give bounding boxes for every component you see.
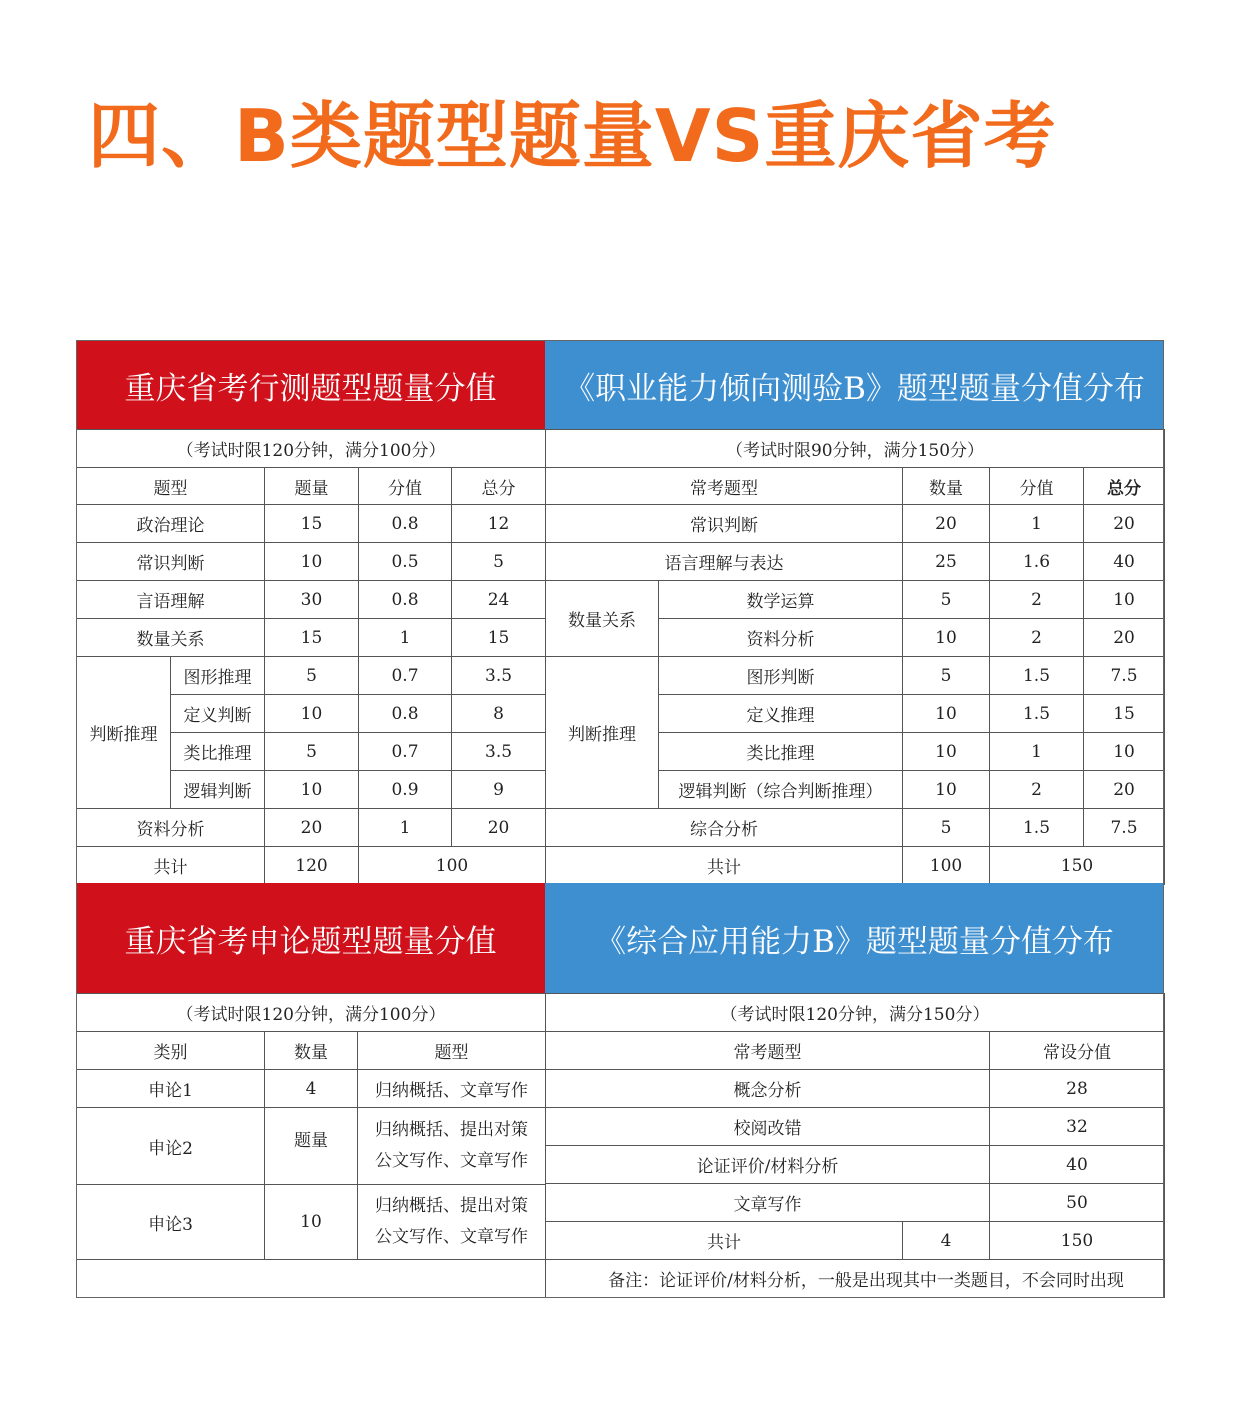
row-types [358, 1108, 546, 1185]
table-row [77, 657, 546, 695]
row-count: 15 [265, 505, 359, 543]
panel1-note: （考试时限120分钟，满分100分） [77, 430, 546, 468]
row-name: 语言理解与表达 [546, 543, 903, 581]
type-line: 归纳概括、提出对策 [375, 1120, 528, 1140]
panel4-table [545, 993, 1165, 1298]
row-score: 1 [359, 619, 452, 657]
row-score: 50 [990, 1184, 1165, 1222]
row-count: 10 [903, 695, 990, 733]
row-total: 20 [1084, 619, 1165, 657]
header-cell: 常考题型 [546, 1032, 990, 1070]
row-types: 归纳概括、文章写作 [358, 1070, 546, 1108]
row-count: 10 [265, 543, 359, 581]
row-name: 论证评价/材料分析 [546, 1146, 990, 1184]
row-score: 40 [990, 1146, 1165, 1184]
row-score: 0.7 [359, 733, 452, 771]
row-count: 30 [265, 581, 359, 619]
group-name: 判断推理 [77, 657, 171, 809]
row-types [358, 1185, 546, 1260]
row-score: 1.5 [990, 809, 1084, 847]
row-name: 图形推理 [171, 657, 265, 695]
sum-total: 100 [359, 847, 546, 885]
panel1-table [76, 429, 546, 885]
row-score: 2 [990, 619, 1084, 657]
group-name: 判断推理 [546, 657, 659, 809]
table-row [77, 581, 546, 619]
sum-count: 120 [265, 847, 359, 885]
row-name: 资料分析 [659, 619, 903, 657]
header-cell: 常考题型 [546, 468, 903, 505]
row-total: 40 [1084, 543, 1165, 581]
sum-row [546, 847, 1165, 885]
panel3-note: （考试时限120分钟，满分100分） [77, 994, 546, 1032]
remark-text: 备注：论证评价/材料分析，一般是出现其中一类题目，不会同时出现 [546, 1260, 1165, 1298]
row-name: 文章写作 [546, 1184, 990, 1222]
sum-count: 100 [903, 847, 990, 885]
row-score: 1 [990, 505, 1084, 543]
group-name: 数量关系 [546, 581, 659, 657]
panel3-title: 重庆省考申论题型题量分值 [76, 883, 545, 993]
panel1-title: 重庆省考行测题型题量分值 [76, 341, 545, 429]
row-name: 定义判断 [171, 695, 265, 733]
row-name: 校阅改错 [546, 1108, 990, 1146]
row-total: 20 [452, 809, 546, 847]
row-name: 常识判断 [546, 505, 903, 543]
sum-row [77, 847, 546, 885]
row-count: 10 [265, 695, 359, 733]
row-total: 20 [1084, 771, 1165, 809]
row-count: 5 [903, 581, 990, 619]
row-name: 政治理论 [77, 505, 265, 543]
row-count: 10 [903, 733, 990, 771]
row-count: 题量 [265, 1108, 358, 1185]
row-name: 数学运算 [659, 581, 903, 619]
row-score: 1 [990, 733, 1084, 771]
row-name: 申论2 [77, 1108, 265, 1185]
row-count: 20 [265, 809, 359, 847]
header-cell: 类别 [77, 1032, 265, 1070]
header-cell: 题型 [77, 468, 265, 505]
panel2-title: 《职业能力倾向测验B》题型题量分值分布 [545, 341, 1164, 429]
panel4-note: （考试时限120分钟，满分150分） [546, 994, 1165, 1032]
table-row [546, 1184, 1165, 1222]
header-cell: 总分 [1084, 468, 1165, 505]
table-row [77, 1185, 546, 1260]
row-total: 10 [1084, 733, 1165, 771]
type-line: 归纳概括、提出对策 [375, 1196, 528, 1216]
row-score: 1.5 [990, 695, 1084, 733]
row-name: 数量关系 [77, 619, 265, 657]
table-row [77, 1108, 546, 1185]
row-total: 3.5 [452, 733, 546, 771]
row-total: 12 [452, 505, 546, 543]
row-score: 0.7 [359, 657, 452, 695]
row-score: 32 [990, 1108, 1165, 1146]
row-name: 概念分析 [546, 1070, 990, 1108]
panel2-note: （考试时限90分钟，满分150分） [546, 430, 1165, 468]
row-score: 0.8 [359, 581, 452, 619]
row-total: 7.5 [1084, 809, 1165, 847]
table-row [77, 1260, 546, 1298]
table-row [546, 1108, 1165, 1146]
row-score: 1.5 [990, 657, 1084, 695]
row-count: 10 [903, 771, 990, 809]
table-row [546, 543, 1165, 581]
row-total: 15 [452, 619, 546, 657]
row-name: 申论3 [77, 1185, 265, 1260]
panel4-title: 《综合应用能力B》题型题量分值分布 [545, 883, 1164, 993]
row-count: 10 [265, 771, 359, 809]
panel3-table [76, 993, 546, 1298]
row-name: 类比推理 [659, 733, 903, 771]
row-name: 定义推理 [659, 695, 903, 733]
row-name: 图形判断 [659, 657, 903, 695]
row-name: 言语理解 [77, 581, 265, 619]
header-cell: 题量 [265, 468, 359, 505]
row-name: 常识判断 [77, 543, 265, 581]
table-row [546, 1146, 1165, 1184]
row-total: 7.5 [1084, 657, 1165, 695]
row-total: 3.5 [452, 657, 546, 695]
row-name: 类比推理 [171, 733, 265, 771]
table-row [77, 619, 546, 657]
row-total: 15 [1084, 695, 1165, 733]
row-score: 2 [990, 771, 1084, 809]
row-score: 0.5 [359, 543, 452, 581]
row-total: 20 [1084, 505, 1165, 543]
table-row [546, 1070, 1165, 1108]
sum-count: 4 [903, 1222, 990, 1260]
row-count: 4 [265, 1070, 358, 1108]
row-name: 资料分析 [77, 809, 265, 847]
table-row [546, 657, 1165, 695]
row-total: 8 [452, 695, 546, 733]
sum-total: 150 [990, 847, 1165, 885]
row-count: 10 [265, 1185, 358, 1260]
header-cell: 总分 [452, 468, 546, 505]
page-title: 四、B类题型题量VS重庆省考 [88, 94, 1057, 178]
row-name: 逻辑判断 [171, 771, 265, 809]
remark-row [546, 1260, 1165, 1298]
header-cell: 题型 [358, 1032, 546, 1070]
panel2-table [545, 429, 1165, 885]
row-count: 15 [265, 619, 359, 657]
row-total: 10 [1084, 581, 1165, 619]
row-score: 0.8 [359, 505, 452, 543]
row-count: 5 [903, 657, 990, 695]
type-line: 公文写作、文章写作 [375, 1151, 528, 1171]
sum-label: 共计 [546, 1222, 903, 1260]
row-name: 申论1 [77, 1070, 265, 1108]
header-cell: 常设分值 [990, 1032, 1165, 1070]
header-cell: 分值 [990, 468, 1084, 505]
row-count: 20 [903, 505, 990, 543]
table-row [546, 505, 1165, 543]
row-name: 逻辑判断（综合判断推理） [659, 771, 903, 809]
table-row [77, 505, 546, 543]
table-row [77, 543, 546, 581]
header-cell: 分值 [359, 468, 452, 505]
row-score: 1 [359, 809, 452, 847]
row-score: 1.6 [990, 543, 1084, 581]
row-score: 28 [990, 1070, 1165, 1108]
row-name: 综合分析 [546, 809, 903, 847]
row-count: 5 [265, 733, 359, 771]
sum-row [546, 1222, 1165, 1260]
row-count: 5 [265, 657, 359, 695]
row-score: 0.8 [359, 695, 452, 733]
header-cell: 数量 [265, 1032, 358, 1070]
table-row [546, 581, 1165, 619]
sum-label: 共计 [77, 847, 265, 885]
table-row [77, 1070, 546, 1108]
table-row [77, 809, 546, 847]
sum-total: 150 [990, 1222, 1165, 1260]
row-total: 5 [452, 543, 546, 581]
sum-label: 共计 [546, 847, 903, 885]
header-cell: 数量 [903, 468, 990, 505]
row-score: 0.9 [359, 771, 452, 809]
type-line: 公文写作、文章写作 [375, 1227, 528, 1247]
table-row [546, 809, 1165, 847]
row-total: 24 [452, 581, 546, 619]
row-count: 25 [903, 543, 990, 581]
row-count: 5 [903, 809, 990, 847]
empty-cell [77, 1260, 546, 1298]
row-total: 9 [452, 771, 546, 809]
row-count: 10 [903, 619, 990, 657]
row-score: 2 [990, 581, 1084, 619]
